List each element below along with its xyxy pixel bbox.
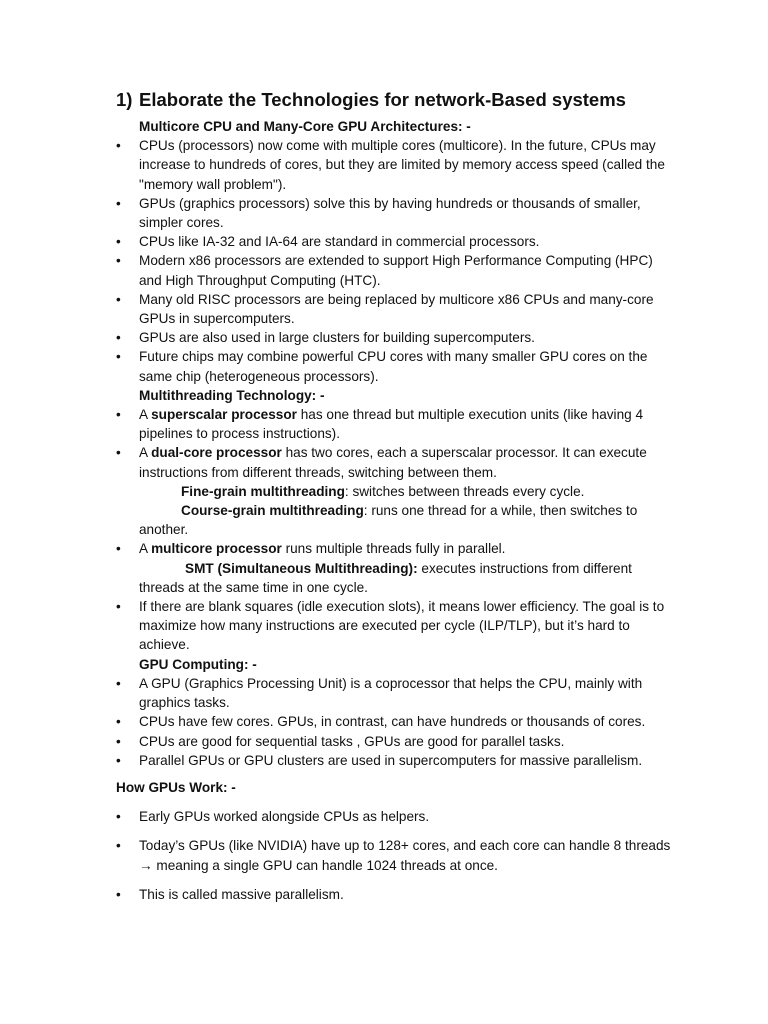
- list-item: [116, 539, 676, 558]
- bold-term: Course-grain multithreading: [181, 503, 364, 519]
- fine-grain-line: [116, 482, 676, 501]
- text: runs multiple threads fully in parallel.: [281, 541, 506, 557]
- text: executes instructions from different threads at the same time in one cycle.: [139, 560, 632, 595]
- text: : switches between threads every cycle.: [344, 483, 585, 499]
- text: has two cores, each a superscalar processor. It can execute instructions from different threads, switching between them.: [139, 445, 647, 480]
- bold-term: Fine-grain multithreading: [181, 483, 345, 499]
- list-item: • Modern x86 processors are extended to support High Performance Computing (HPC) and High Throughput Computing (HTC).: [116, 251, 676, 289]
- bold-term: superscalar processor: [151, 407, 297, 423]
- page-title: [116, 88, 676, 112]
- list-item: • Today’s GPUs (like NVIDIA) have up to 128+ cores, and each core can handle 8 threads → meaning a single GPU can handle 1024 threads at once.: [116, 836, 676, 874]
- bold-term: multicore processor: [151, 541, 282, 557]
- title-text: Elaborate the Technologies for network-Based systems: [139, 89, 626, 110]
- smt-line: [116, 559, 676, 597]
- list-item: [116, 405, 676, 443]
- section-title-gpu-computing: GPU Computing: -: [139, 656, 257, 672]
- list-item: • Parallel GPUs or GPU clusters are used in supercomputers for massive parallelism.: [116, 751, 676, 770]
- list-item: [116, 443, 676, 481]
- list-item: • Many old RISC processors are being replaced by multicore x86 CPUs and many-core GPUs in supercomputers.: [116, 290, 676, 328]
- text: has one thread but multiple execution units (like having 4 pipelines to process instructions).: [139, 407, 644, 442]
- text: A: [139, 445, 152, 461]
- title-number: 1): [116, 89, 133, 110]
- list-item: • Early GPUs worked alongside CPUs as helpers.: [116, 807, 676, 826]
- text: A: [139, 541, 152, 557]
- list-item: • If there are blank squares (idle execution slots), it means lower efficiency. The goal is to maximize how many instructions are executed per cycle (ILP/TLP), but it’s hard to achieve.: [116, 597, 676, 655]
- list-item: • A GPU (Graphics Processing Unit) is a coprocessor that helps the CPU, mainly with graphics tasks.: [116, 674, 676, 712]
- list-item: • CPUs have few cores. GPUs, in contrast, can have hundreds or thousands of cores.: [116, 712, 676, 731]
- list-item: • CPUs like IA-32 and IA-64 are standard in commercial processors.: [116, 232, 676, 251]
- bold-term: dual-core processor: [151, 445, 282, 461]
- list-item: • GPUs are also used in large clusters for building supercomputers.: [116, 328, 676, 347]
- bold-term: SMT (Simultaneous Multithreading):: [185, 560, 418, 576]
- section-title-how-gpus-work: How GPUs Work: -: [116, 779, 236, 795]
- section-title-multicore: Multicore CPU and Many-Core GPU Architectures: -: [139, 119, 471, 134]
- list-item: • This is called massive parallelism.: [116, 885, 676, 904]
- course-grain-line: [116, 501, 676, 539]
- list-item: • GPUs (graphics processors) solve this by having hundreds or thousands of smaller, simpler cores.: [116, 194, 676, 232]
- list-item: • CPUs are good for sequential tasks , GPUs are good for parallel tasks.: [116, 732, 676, 751]
- document-content: [116, 88, 676, 904]
- list-item: • Future chips may combine powerful CPU cores with many smaller GPU cores on the same chip (heterogeneous processors).: [116, 347, 676, 385]
- list-item: • CPUs (processors) now come with multiple cores (multicore). In the future, CPUs may increase to hundreds of cores, but they are limited by memory access speed (called the "memory wall problem").: [116, 136, 676, 194]
- text: : runs one thread for a while, then switches to another.: [139, 503, 638, 538]
- text: A: [139, 407, 152, 423]
- section-title-multithreading: Multithreading Technology: -: [139, 387, 325, 403]
